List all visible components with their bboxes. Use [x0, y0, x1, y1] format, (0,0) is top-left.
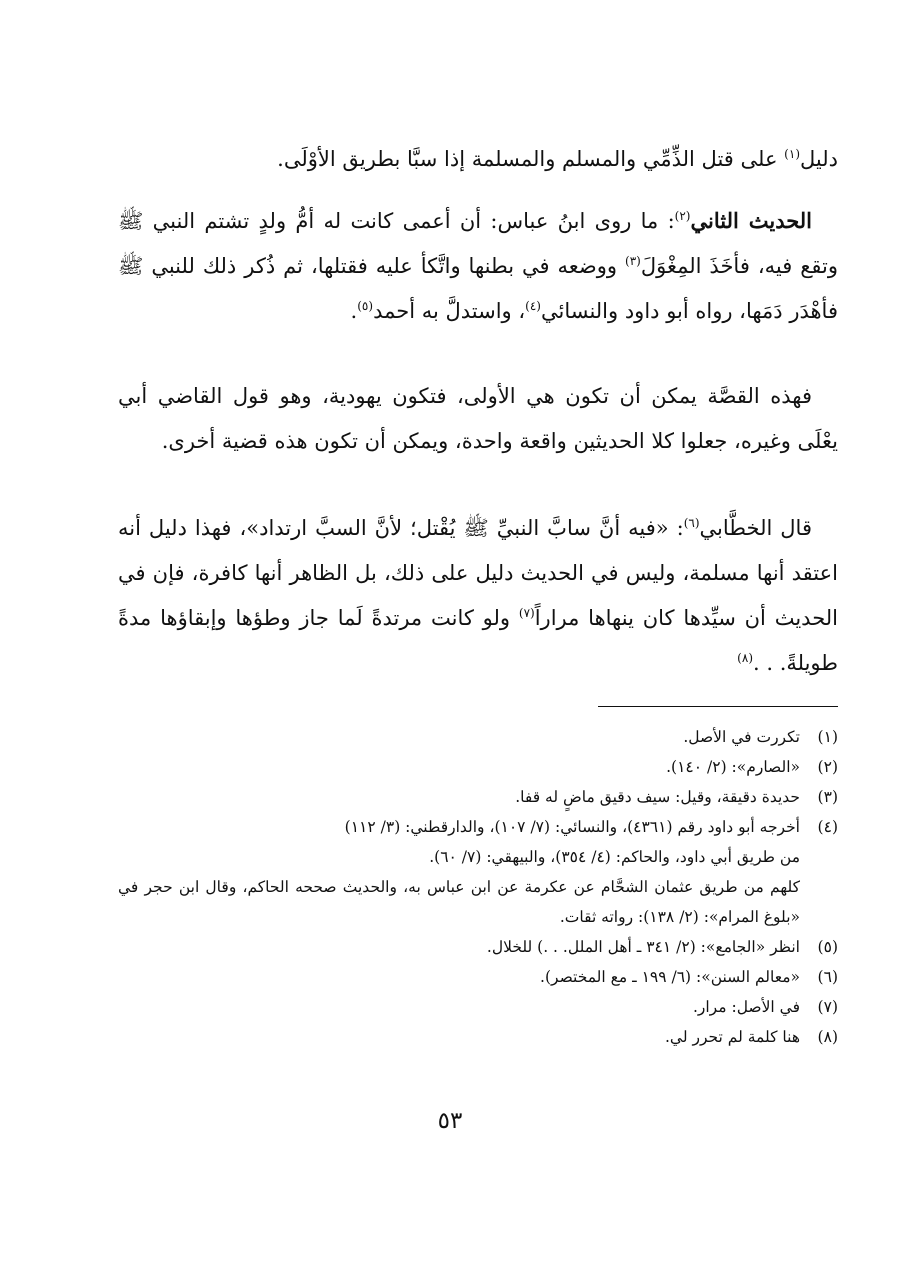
footnote-number: (٥) — [817, 938, 838, 956]
footnote-number: (١) — [817, 728, 838, 746]
footnote-ref-6: (٦) — [683, 516, 700, 530]
footnote-text: تكررت في الأصل. — [683, 728, 800, 746]
footnote-item — [118, 932, 838, 962]
footnote-item — [118, 962, 838, 992]
footnote-item — [118, 992, 838, 1022]
paragraph-text: ووضعه في بطنها واتَّكأ عليه فقتلها، ثم ذُكر ذلك للنبي ﷺ فأهْدَر دَمَها، رواه أبو داود والنسائي — [118, 254, 838, 323]
footnote-text: «الصارم»: (٢/ ١٤٠). — [666, 758, 800, 776]
footnote-number: (٦) — [817, 968, 838, 986]
footnote-ref-1: (١) — [784, 147, 800, 161]
footnote-ref-4: (٤) — [525, 299, 541, 313]
footnote-text: حديدة دقيقة، وقيل: سيف دقيق ماضٍ له قفا. — [515, 788, 800, 806]
footnote-ref-5: (٥) — [357, 299, 374, 313]
footnote-text: في الأصل: مرار. — [692, 998, 800, 1016]
paragraph-text: ، واستدلَّ به أحمد — [373, 299, 526, 323]
paragraph-2 — [118, 198, 838, 334]
paragraph-text: : ما روى ابنُ عباس: أن أعمى كانت له أمُّ ولدٍ تشتم النبي ﷺ وتقع فيه، فأخَذَ المِغْوَلَ — [118, 209, 839, 278]
footnote-number: (٨) — [817, 1028, 838, 1046]
footnote-item — [118, 812, 838, 872]
paragraph-text: دليل — [800, 147, 838, 171]
footnote-ref-3: (٣) — [625, 254, 641, 268]
footnote-ref-8: (٨) — [737, 651, 753, 665]
paragraph-4 — [118, 506, 838, 686]
footnote-text: من طريق أبي داود، والحاكم: (٤/ ٣٥٤)، والبيهقي: (٧/ ٦٠). — [429, 848, 800, 866]
footnote-ref-2: (٢) — [674, 209, 691, 223]
footnote-text: انظر «الجامع»: (٢/ ٣٤١ ـ أهل الملل. . .) للخلال. — [486, 938, 800, 956]
footnote-ref-7: (٧) — [518, 606, 535, 620]
footnote-number: (٣) — [817, 788, 838, 806]
paragraph-text: على قتل الذِّمِّي والمسلم والمسلمة إذا سبَّا بطريق الأوْلَى. — [277, 147, 785, 171]
paragraph-3 — [118, 374, 838, 464]
footnote-item — [118, 752, 838, 782]
footnote-text: أخرجه أبو داود رقم (٤٣٦١)، والنسائي: (٧/ ١٠٧)، والدارقطني: (٣/ ١١٢) — [344, 818, 800, 836]
section-heading: الحديث الثاني — [690, 208, 812, 233]
footnote-text: هنا كلمة لم تحرر لي. — [664, 1028, 800, 1046]
footnote-continuation: كلهم من طريق عثمان الشحَّام عن عكرمة عن ابن عباس به، والحديث صححه الحاكم، وقال ابن حجر في «بلوغ المرام»: (٢/ ١٣٨): رواته ثقات. — [118, 878, 800, 926]
footnote-separator — [598, 706, 838, 707]
paragraph-text: : «فيه أنَّ سابَّ النبيِّ ﷺ يُقْتل؛ لأنَّ السبَّ ارتداد»، فهذا دليل أنه اعتقد أنها مسلمة، وليس في الحديث دليل على ذلك، بل الظاهر أنها كافرة، فإن في الحديث أن سيِّدها كان ينهاها مراراً — [118, 516, 838, 630]
footnote-number: (٧) — [817, 998, 838, 1016]
page-number: ٥٣ — [437, 1108, 463, 1134]
paragraph-text: ولو كانت مرتدةً لَما جاز وطؤها وإبقاؤها مدةً طويلةً. . . — [118, 606, 838, 675]
footnote-text: «معالم السنن»: (٦/ ١٩٩ ـ مع المختصر). — [540, 968, 800, 986]
footnote-number: (٢) — [817, 758, 838, 776]
footnotes — [118, 722, 838, 1052]
footnote-item — [118, 722, 838, 752]
paragraph-text: فهذه القصَّة يمكن أن تكون هي الأولى، فتكون يهودية، وهو قول القاضي أبي يعْلَى وغيره، جعلوا كلا الحديثين واقعة واحدة، ويمكن أن تكون هذه قضية أخرى. — [118, 384, 838, 453]
paragraph-1 — [118, 137, 838, 182]
footnote-item — [118, 1022, 838, 1052]
paragraph-text: قال الخطَّابي — [699, 516, 812, 540]
paragraph-text: . — [350, 299, 358, 323]
footnote-item — [118, 782, 838, 812]
footnote-number: (٤) — [817, 818, 838, 836]
